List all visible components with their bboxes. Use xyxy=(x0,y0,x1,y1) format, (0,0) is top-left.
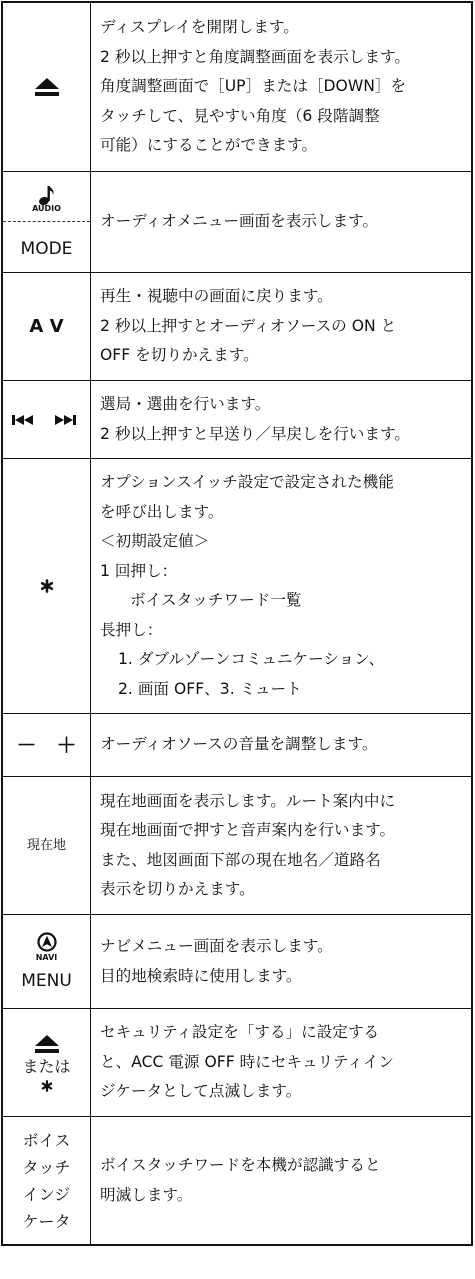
description-line: 表示を切りかえます。 xyxy=(100,880,255,898)
key-cell xyxy=(3,1117,91,1244)
description-line: ナビメニュー画面を表示します。 xyxy=(100,937,333,955)
description-line: と、ACC 電源 OFF 時にセキュリティイン xyxy=(100,1052,395,1071)
description-cell xyxy=(91,915,471,1008)
table-row xyxy=(3,3,471,171)
table-row xyxy=(3,380,471,458)
button-description-table xyxy=(1,1,473,1246)
description-line: ボイスタッチワードを本機が認識すると xyxy=(100,1156,381,1174)
description-cell xyxy=(91,1009,471,1116)
description-line: 現在地画面で押すと音声案内を行います。 xyxy=(100,821,396,839)
description-line: 1 回押し： xyxy=(100,561,178,580)
audio-label: AUDIO xyxy=(32,204,61,213)
table-row xyxy=(3,914,471,1008)
description-line: 長押し： xyxy=(100,620,163,639)
description-line: ボイスタッチワード一覧 xyxy=(130,591,302,609)
table-row xyxy=(3,776,471,914)
table-row xyxy=(3,713,471,776)
description-line: タッチして、見やすい角度（6 段階調整 xyxy=(100,106,380,125)
volume-minus-plus-label: － ＋ xyxy=(16,733,77,757)
voice-indicator-label-line: ケータ xyxy=(22,1211,71,1231)
key-cell xyxy=(3,3,91,171)
description-line: 2 秒以上押すと早送り／早戻しを行います。 xyxy=(100,424,410,443)
skip-prev-next-icon xyxy=(11,413,83,427)
description-line: オーディオソースの音量を調整します。 xyxy=(100,735,378,754)
description-line: 選局・選曲を行います。 xyxy=(100,395,271,413)
description-line: 目的地検索時に使用します。 xyxy=(100,966,302,985)
key-cell xyxy=(3,1009,91,1116)
description-cell xyxy=(91,172,471,272)
navi-label: NAVI xyxy=(35,952,58,962)
key-cell xyxy=(3,172,91,272)
table-row xyxy=(3,458,471,713)
voice-indicator-label-line: タッチ xyxy=(22,1157,71,1177)
description-cell xyxy=(91,714,471,776)
description-line: ＜初期設定値＞ xyxy=(100,532,210,550)
description-cell xyxy=(91,459,471,713)
key-cell xyxy=(3,915,91,1008)
description-line: 2 秒以上押すと角度調整画面を表示します。 xyxy=(100,47,410,66)
description-line: オプションスイッチ設定で設定された機能 xyxy=(100,473,394,491)
description-line: オーディオメニュー画面を表示します。 xyxy=(100,212,379,231)
description-cell xyxy=(91,1117,471,1244)
eject-icon xyxy=(34,1034,60,1054)
description-line: 2 秒以上押すとオーディオソースの ON と xyxy=(100,316,397,335)
table-row xyxy=(3,1116,471,1244)
or-label: または xyxy=(22,1056,71,1076)
av-label: A V xyxy=(29,315,64,337)
star-icon xyxy=(41,1080,53,1092)
description-line: 2. 画面 OFF、3. ミュート xyxy=(118,679,302,698)
voice-indicator-label-line: ボイス xyxy=(22,1130,71,1150)
description-line: を呼び出します。 xyxy=(100,502,224,521)
description-cell xyxy=(91,273,471,380)
description-line: 明滅します。 xyxy=(100,1185,193,1204)
description-line: また、地図画面下部の現在地名／道路名 xyxy=(100,850,381,869)
table-row xyxy=(3,1008,471,1116)
description-line: ディスプレイを開閉します。 xyxy=(100,18,299,37)
key-cell xyxy=(3,381,91,458)
menu-label: MENU xyxy=(21,970,72,991)
navi-compass-icon xyxy=(37,932,57,952)
description-line: 再生・視聴中の画面に戻ります。 xyxy=(100,287,333,306)
current-location-label: 現在地 xyxy=(26,837,66,853)
table-row xyxy=(3,171,471,272)
description-cell xyxy=(91,777,471,914)
description-line: セキュリティ設定を「する」に設定する xyxy=(100,1023,380,1042)
description-line: OFF を切りかえます。 xyxy=(100,346,259,365)
description-line: ジケータとして点滅します。 xyxy=(100,1082,302,1101)
star-icon xyxy=(40,579,54,593)
description-line: 現在地画面を表示します。ルート案内中に xyxy=(100,791,396,810)
key-cell xyxy=(3,459,91,713)
key-cell xyxy=(3,777,91,914)
eject-icon xyxy=(34,77,60,97)
key-cell xyxy=(3,714,91,776)
description-cell xyxy=(91,381,471,458)
key-cell xyxy=(3,273,91,380)
description-line: 1. ダブルゾーンコミュニケーション、 xyxy=(118,650,385,668)
voice-indicator-label-line: インジ xyxy=(22,1184,71,1204)
description-line: 可能）にすることができます。 xyxy=(100,136,318,155)
description-line: 角度調整画面で［UP］または［DOWN］を xyxy=(100,77,407,96)
mode-label: MODE xyxy=(20,239,73,259)
dashed-divider xyxy=(3,221,90,222)
music-note-icon xyxy=(38,184,56,206)
description-cell xyxy=(91,3,471,171)
table-row xyxy=(3,272,471,380)
